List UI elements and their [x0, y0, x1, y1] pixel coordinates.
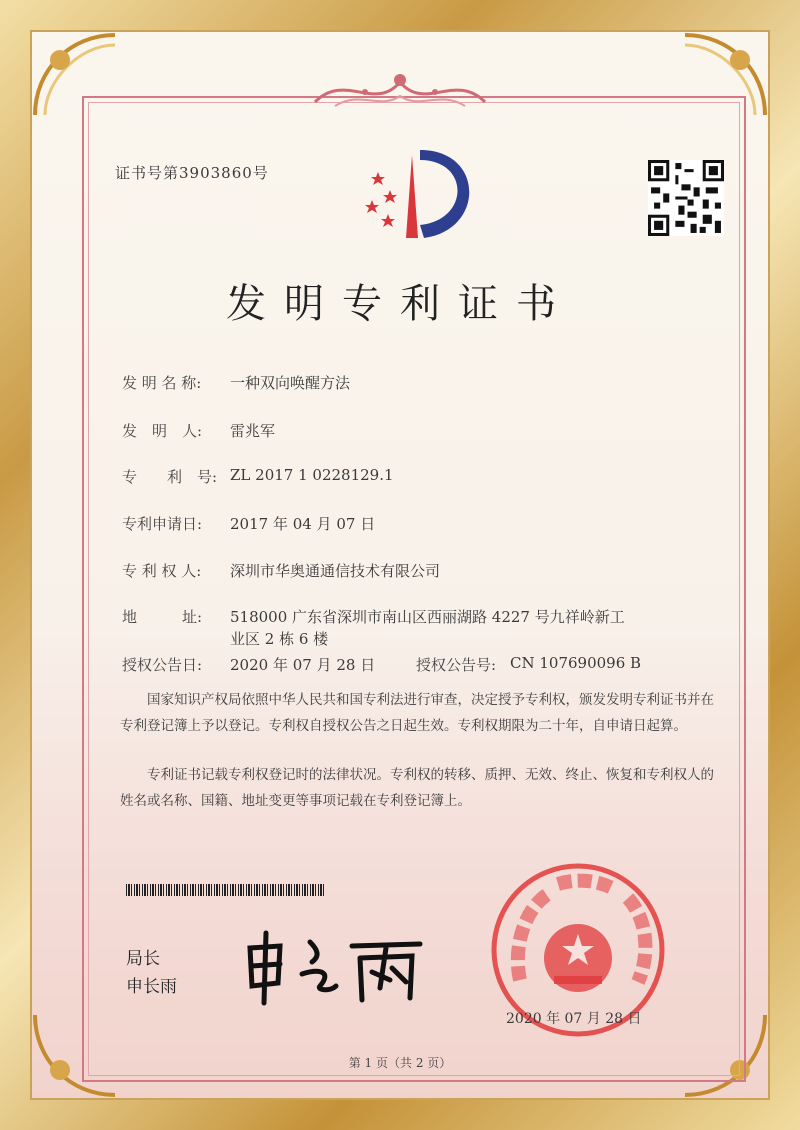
- inventor-value: 雷兆军: [230, 422, 276, 440]
- qr-code-icon: [648, 160, 724, 236]
- grant-date-value: 2020 年 07 月 28 日: [230, 656, 376, 674]
- barcode-icon: [126, 884, 326, 896]
- certificate-number: 证书号第3903860号: [115, 164, 269, 182]
- handwritten-signature-icon: [240, 928, 430, 1008]
- address-label: 地 址:: [122, 608, 203, 626]
- address-value-line2: 业区 2 栋 6 楼: [230, 630, 329, 648]
- grant-date-label: 授权公告日:: [122, 656, 203, 674]
- patent-number-value: ZL 2017 1 0228129.1: [230, 466, 394, 484]
- grant-number-label: 授权公告号:: [416, 656, 497, 674]
- invention-name-label: 发 明 名 称:: [122, 374, 202, 392]
- director-title: 局长: [126, 949, 160, 969]
- seal-date: 2020 年 07 月 28 日: [506, 1011, 642, 1027]
- legal-paragraph-1: 国家知识产权局依照中华人民共和国专利法进行审查，决定授予专利权，颁发发明专利证书并在专利登记簿上予以登记。专利权自授权公告之日起生效。专利权期限为二十年，自申请日起算。: [120, 692, 714, 734]
- certificate-title: 发明专利证书: [226, 281, 574, 327]
- address-value-line1: 518000 广东省深圳市南山区西丽湖路 4227 号九祥岭新工: [230, 608, 625, 626]
- patent-number-label: 专 利 号:: [122, 468, 218, 486]
- patentee-label: 专 利 权 人:: [122, 562, 202, 580]
- legal-paragraph-2: 专利证书记载专利权登记时的法律状况。专利权的转移、质押、无效、终止、恢复和专利权人的姓名或名称、国籍、地址变更等事项记载在专利登记簿上。: [120, 767, 714, 809]
- inventor-label: 发 明 人:: [122, 422, 203, 440]
- grant-number-value: CN 107690096 B: [510, 654, 642, 672]
- invention-name-value: 一种双向唤醒方法: [230, 374, 351, 392]
- page-number: 第 1 页（共 2 页）: [348, 1056, 452, 1070]
- director-name: 申长雨: [126, 977, 177, 997]
- filing-date-value: 2017 年 04 月 07 日: [230, 515, 376, 533]
- patentee-value: 深圳市华奥通通信技术有限公司: [230, 562, 441, 580]
- filing-date-label: 专利申请日:: [122, 515, 203, 533]
- patent-office-logo-icon: [360, 150, 480, 245]
- top-ornament-icon: [305, 62, 495, 118]
